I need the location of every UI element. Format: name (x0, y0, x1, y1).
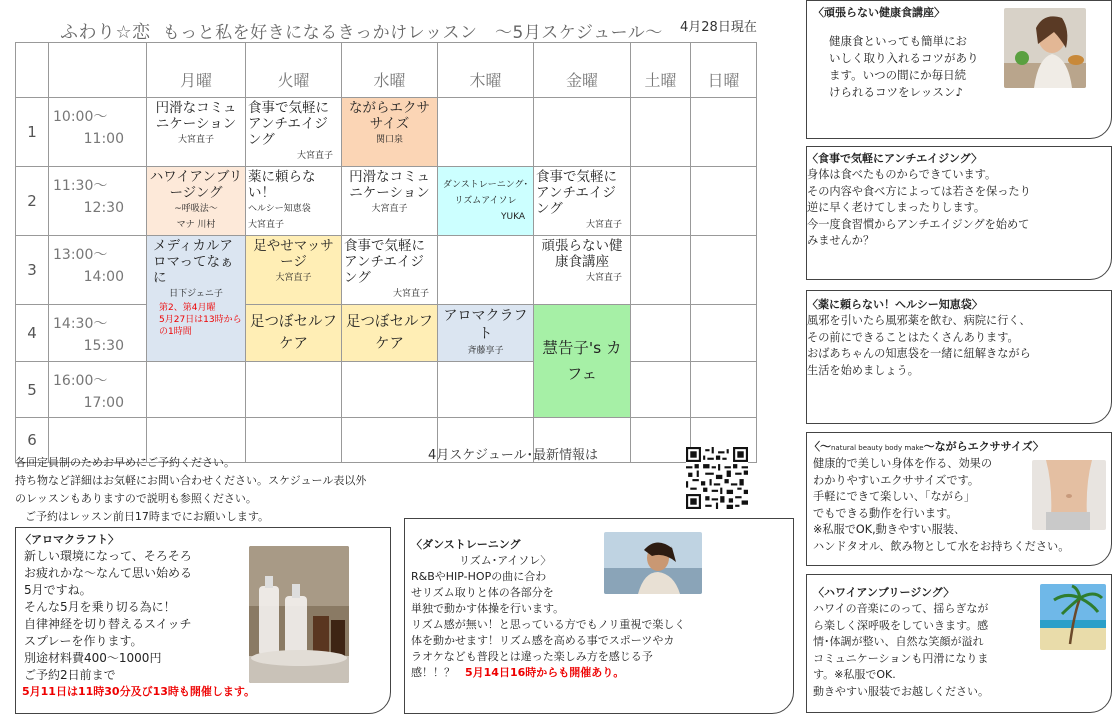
day-header: 土曜 (631, 43, 691, 98)
empty-cell (631, 167, 691, 236)
empty-cell (631, 236, 691, 305)
box-title: 〈アロマクラフト〉 (20, 533, 119, 546)
period-time: 13:00～ 14:00 (49, 236, 147, 305)
period-time: 16:00～ 17:00 (49, 362, 147, 418)
box-subtitle: リズム･アイソレ〉 (459, 554, 552, 567)
empty-cell (631, 305, 691, 362)
box-body: R&BやHIP-HOPの曲に合わ せリズム取りと体の各部分を 単独で動かす体操を行います。 リズム感が無い！と思っている方でもノリ重視で楽しく 体を動かせます！リズム感を高める事でスポーツやカ ラオケなども普段とは違った楽しみ方を感じる予 感！！？ (411, 570, 686, 679)
empty-cell (438, 98, 534, 167)
box-title: 〈ダンストレーニング (411, 538, 521, 551)
empty-cell (631, 98, 691, 167)
empty-cell (631, 418, 691, 463)
qr-code-icon[interactable] (686, 446, 748, 510)
period-time: 11:30～ 12:30 (49, 167, 147, 236)
box-title: 〈薬に頼らない！ヘルシー知恵袋〉 (807, 298, 983, 311)
period-row (16, 362, 757, 418)
empty-cell (691, 305, 757, 362)
info-box-dance (404, 518, 794, 714)
schedule-table (15, 42, 757, 463)
class-cell: アロマクラフト 斉藤享子 (438, 305, 534, 362)
title-text: もっと私を好きになるきっかけレッスン ～5月スケジュール～ (162, 23, 663, 43)
box-highlight: 5月14日16時からも開催あり。 (465, 666, 625, 679)
period-number: 1 (16, 98, 49, 167)
corner-cell (16, 43, 49, 98)
class-cell: ながらエクササイズ 関口泉 (342, 98, 438, 167)
box-title: 〈ハワイアンブリージング〉 (813, 586, 955, 599)
empty-cell (246, 362, 342, 418)
day-header: 月曜 (147, 43, 246, 98)
class-cell: 頑張らない健康食講座 大宮直子 (534, 236, 631, 305)
empty-cell (691, 236, 757, 305)
period-number: 5 (16, 362, 49, 418)
class-cell: 食事で気軽にアンチエイジング 大宮直子 (246, 98, 342, 167)
header-row (16, 43, 757, 98)
empty-cell (691, 362, 757, 418)
empty-cell (691, 167, 757, 236)
box-body: 健康的で美しい身体を作る、効果の わかりやすいエクササイズです。 手軽にできて楽しい、「ながら」 でもできる動作を行います。 ※私服でOK,動きやすい服装、 ハンドタオル、飲み物として水をお持ちください。 (813, 457, 1070, 553)
period-time: 14:30～ 15:30 (49, 305, 147, 362)
as-of-date: 4月28日現在 (680, 20, 757, 35)
period-number: 4 (16, 305, 49, 362)
class-cell: 円滑なコミュニケーション 大宮直子 (147, 98, 246, 167)
latest-info-label: 4月スケジュール･最新情報は (428, 448, 598, 463)
class-cell: メディカルアロマってなぁに 日下ジェニ子 第2、第4月曜 5月27日は13時からの1時間 (147, 236, 246, 362)
empty-cell (631, 362, 691, 418)
class-cell: 食事で気軽にアンチエイジング 大宮直子 (342, 236, 438, 305)
period-number: 6 (16, 418, 49, 463)
box-body: 風邪を引いたら風邪薬を飲む、病院に行く、 その前にできることはたくさんあります。 おばあちゃんの知恵袋を一緒に紐解きながら 生活を始めましょう。 (807, 314, 1031, 377)
box-body: 身体は食べたものからできています。 その内容や食べ方によっては若さを保ったり 逆に早く老けてしまったりします。 今一度食習慣からアンチエイジングを始めて みませんか？ (807, 168, 1031, 247)
period-row (16, 305, 757, 362)
empty-cell (342, 362, 438, 418)
box-title: 〈～natural beauty body make～ながらエクササイズ〉 (809, 440, 1044, 453)
period-number: 3 (16, 236, 49, 305)
empty-cell (438, 236, 534, 305)
box-body: 健康食といっても簡単にお いしく取り入れるコツがあり ます。いつの間にか毎日続 けられるコツをレッスン♪ (829, 34, 979, 99)
empty-cell (438, 362, 534, 418)
box-body: ハワイの音楽にのって、揺らぎなが ら楽しく深呼吸をしていきます。感 情･体調が整い、自然な笑顔が溢れ コミュニケーションも円滑になりま す。※私服でOK. 動きやすい服装でお越しください。 (813, 602, 989, 698)
page-title (60, 18, 663, 44)
empty-cell (691, 98, 757, 167)
info-box-herbal (806, 290, 1112, 424)
class-cell: 足つぼセルフケア (246, 305, 342, 362)
woman-food-photo (1004, 8, 1086, 88)
box-title: 〈頑張らない健康食講座〉 (813, 6, 945, 19)
class-cell: 薬に頼らない！ ヘルシー知恵袋 大宮直子 (246, 167, 342, 236)
box-body: 新しい環境になって、そろそろ お疲れかな～なんて思い始める 5月ですね。 そんな5月を乗り切る為に！ 自律神経を切り替えるスイッチ スプレーを作ります。 別途材料費400～1000円 ご予約2日前まで (24, 549, 193, 682)
day-header: 金曜 (534, 43, 631, 98)
dancer-photo (604, 532, 702, 594)
class-cell: 足つぼセルフケア (342, 305, 438, 362)
period-row (16, 236, 757, 305)
period-row (16, 98, 757, 167)
period-row (16, 167, 757, 236)
brand-name: ふわり☆恋 (60, 22, 151, 43)
class-cell: 足やせマッサージ 大宮直子 (246, 236, 342, 305)
exercise-photo (1032, 460, 1106, 530)
class-cell: 食事で気軽にアンチエイジング 大宮直子 (534, 167, 631, 236)
class-cell: ダンストレーニング･リズムアイソレ YUKA (438, 167, 534, 236)
class-cell: 慧告子's カフェ (534, 305, 631, 418)
time-header (49, 43, 147, 98)
empty-cell (147, 362, 246, 418)
day-header: 木曜 (438, 43, 534, 98)
box-highlight: 5月11日は11時30分及び13時も開催します。 (22, 685, 256, 698)
booking-notes: 各回定員制のためお早めにご予約ください。 持ち物など詳細はお気軽にお問い合わせください。スケジュール表以外 のレッスンもありますので説明も参照ください。 ご予約はレッスン前日17時までにお願いします。 (15, 456, 367, 523)
day-header: 日曜 (691, 43, 757, 98)
class-cell: ハワイアンブリージング ~呼吸法～ マナ 川村 (147, 167, 246, 236)
aroma-spray-photo (249, 546, 349, 683)
day-header: 火曜 (246, 43, 342, 98)
period-number: 2 (16, 167, 49, 236)
period-time: 10:00～ 11:00 (49, 98, 147, 167)
info-box-anti-aging (806, 146, 1112, 280)
beach-photo (1040, 584, 1106, 650)
empty-cell (534, 98, 631, 167)
class-cell: 円滑なコミュニケーション 大宮直子 (342, 167, 438, 236)
box-title: 〈食事で気軽にアンチエイジング〉 (807, 152, 983, 165)
day-header: 水曜 (342, 43, 438, 98)
